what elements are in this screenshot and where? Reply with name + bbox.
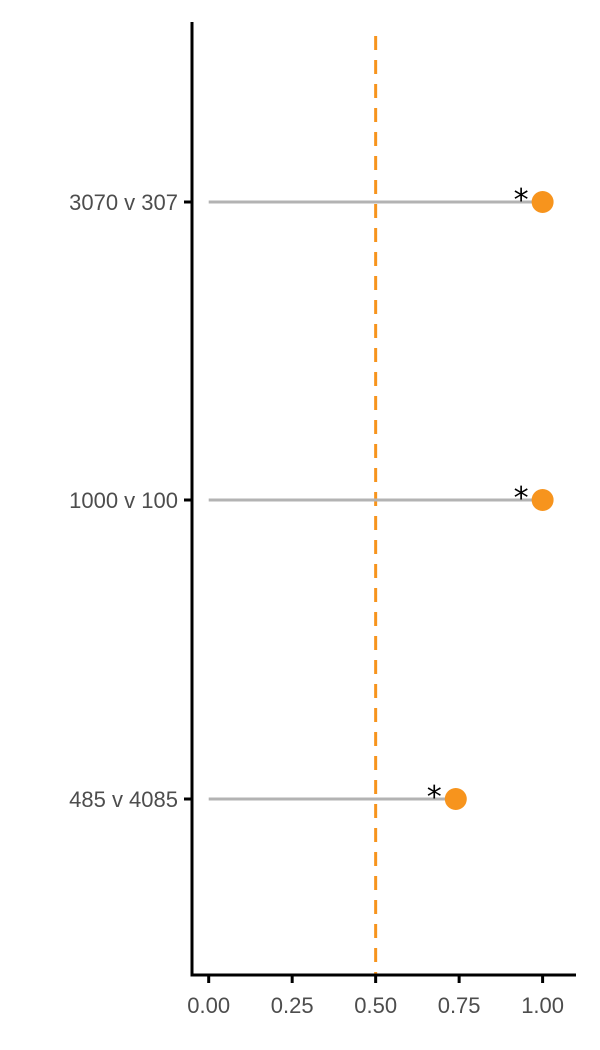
data-point-3 bbox=[445, 788, 467, 810]
significance-star-2: * bbox=[513, 481, 529, 516]
y-tick-label-3: 485 v 4085 bbox=[69, 787, 178, 812]
x-tick-label-2: 0.25 bbox=[270, 993, 314, 1018]
data-point-1 bbox=[532, 191, 554, 213]
y-tick-label-1: 3070 v 307 bbox=[69, 190, 178, 215]
x-tick-label-4: 0.75 bbox=[437, 993, 481, 1018]
data-point-2 bbox=[532, 489, 554, 511]
x-tick-label-5: 1.00 bbox=[521, 993, 565, 1018]
x-tick-label-3: 0.50 bbox=[354, 993, 398, 1018]
y-tick-label-2: 1000 v 100 bbox=[69, 488, 178, 513]
significance-star-3: * bbox=[426, 780, 442, 815]
significance-star-1: * bbox=[513, 183, 529, 218]
x-tick-label-1: 0.00 bbox=[187, 993, 231, 1018]
